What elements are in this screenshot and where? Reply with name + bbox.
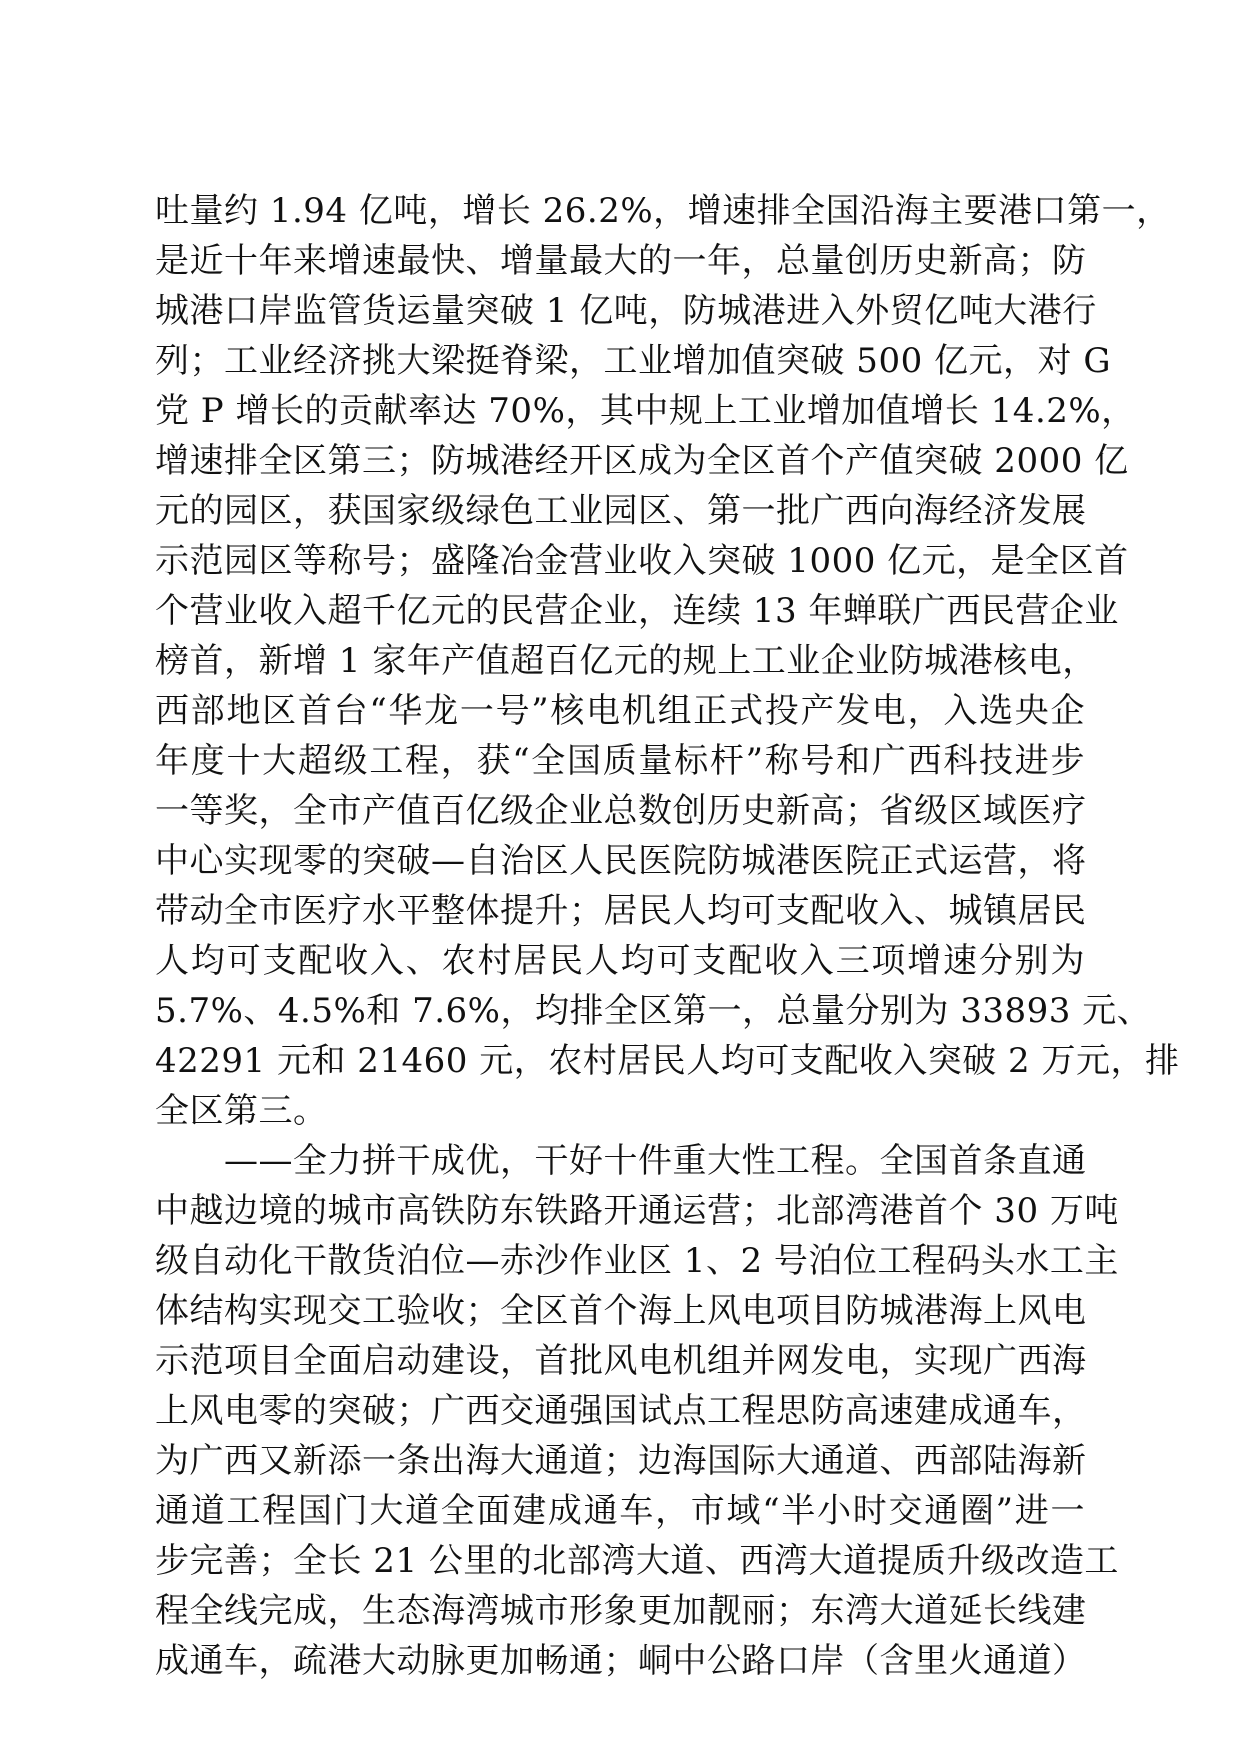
text-line: 上风电零的突破；广西交通强国试点工程思防高速建成通车， [155,1391,1087,1431]
text-line: 中心实现零的突破—自治区人民医院防城港医院正式运营，将 [155,841,1087,881]
text-line: 增速排全区第三；防城港经开区成为全区首个产值突破 2000 亿 [155,441,1129,481]
paragraph-1 [155,186,1180,1136]
text-line: 为广西又新添一条出海大通道；边海国际大通道、西部陆海新 [155,1441,1087,1481]
text-line: 程全线完成，生态海湾城市形象更加靓丽；东湾大道延长线建 [155,1591,1087,1631]
text-line: 中越边境的城市高铁防东铁路开通运营；北部湾港首个 30 万吨 [155,1191,1119,1231]
text-line: 个营业收入超千亿元的民营企业，连续 13 年蝉联广西民营企业 [155,591,1119,631]
body-text [155,186,1180,1686]
text-line: 吐量约 1.94 亿吨，增长 26.2%，增速排全国沿海主要港口第一， [155,191,1171,231]
text-line: 榜首，新增 1 家年产值超百亿元的规上工业企业防城港核电， [155,641,1097,681]
text-line: 体结构实现交工验收；全区首个海上风电项目防城港海上风电 [155,1291,1087,1331]
text-line: 一等奖，全市产值百亿级企业总数创历史新高；省级区域医疗 [155,791,1087,831]
paragraph-2 [155,1136,1119,1686]
text-line: 元的园区，获国家级绿色工业园区、第一批广西向海经济发展 [155,491,1087,531]
text-line: 人均可支配收入、农村居民人均可支配收入三项增速分别为 [155,941,1085,981]
text-line: 示范项目全面启动建设，首批风电机组并网发电，实现广西海 [155,1341,1087,1381]
text-line: 步完善；全长 21 公里的北部湾大道、西湾大道提质升级改造工 [155,1541,1119,1581]
text-line: 西部地区首台“华龙一号”核电机组正式投产发电，入选央企 [155,691,1085,731]
text-line: 带动全市医疗水平整体提升；居民人均可支配收入、城镇居民 [155,891,1087,931]
text-line: ——全力拼干成优，干好十件重大性工程。全国首条直通 [155,1141,1087,1181]
text-line: 成通车，疏港大动脉更加畅通；峒中公路口岸（含里火通道） [155,1641,1087,1681]
text-line: 城港口岸监管货运量突破 1 亿吨，防城港进入外贸亿吨大港行 [155,291,1097,331]
text-line: 通道工程国门大道全面建成通车，市域“半小时交通圈”进一 [155,1491,1085,1531]
text-line: 全区第三。 [155,1091,328,1131]
text-line: 42291 元和 21460 元，农村居民人均可支配收入突破 2 万元，排 [155,1041,1180,1081]
text-line: 5.7%、4.5%和 7.6%，均排全区第一，总量分别为 33893 元、 [155,991,1152,1031]
text-line: 党 P 增长的贡献率达 70%，其中规上工业增加值增长 14.2%， [155,391,1136,431]
text-line: 级自动化干散货泊位—赤沙作业区 1、2 号泊位工程码头水工主 [155,1241,1119,1281]
text-line: 列；工业经济挑大梁挺脊梁，工业增加值突破 500 亿元，对 G [155,341,1111,381]
text-line: 是近十年来增速最快、增量最大的一年，总量创历史新高；防 [155,241,1087,281]
text-line: 示范园区等称号；盛隆冶金营业收入突破 1000 亿元，是全区首 [155,541,1129,581]
text-line: 年度十大超级工程，获“全国质量标杆”称号和广西科技进步 [155,741,1085,781]
